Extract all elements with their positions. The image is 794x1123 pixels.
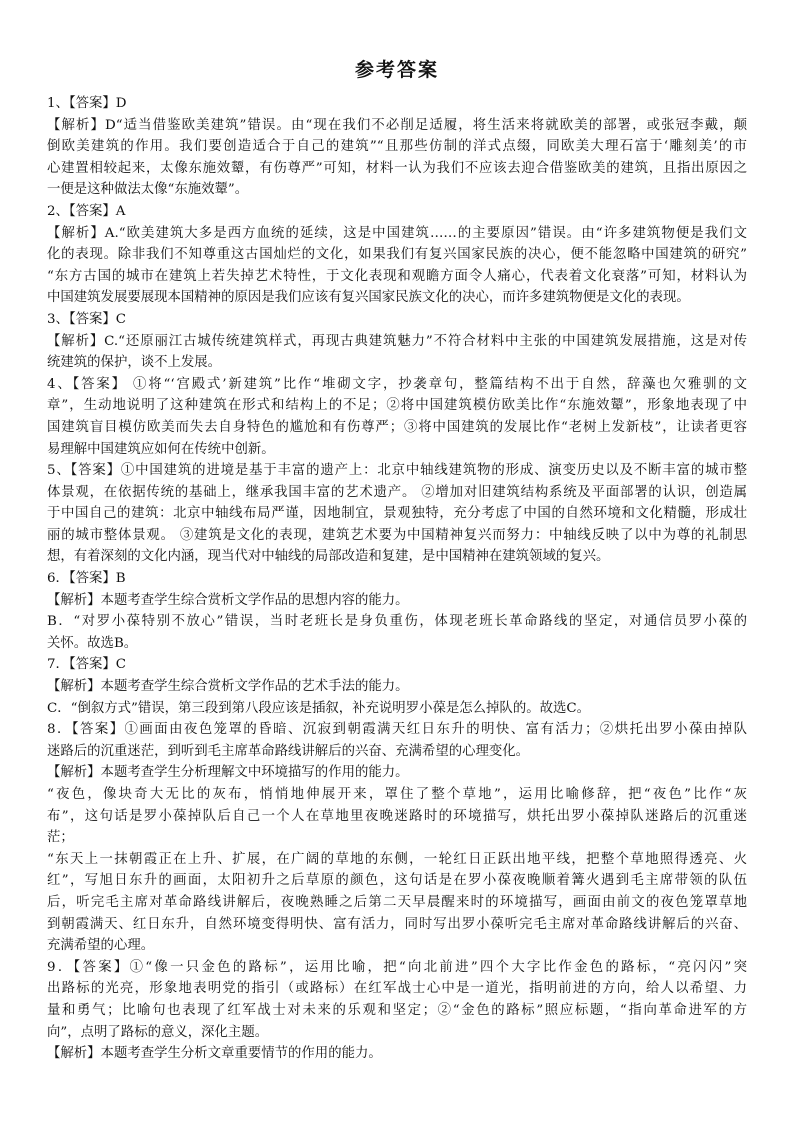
text-line: 心建置相较起来，太像东施效颦，有伤尊严”可知，材料一认为我们不应该去迎合借鉴欧美的建筑，且指出原因之 <box>47 160 747 176</box>
text-line: 7．【答案】C <box>47 657 127 673</box>
text-line: 【解析】D“适当借鉴欧美建筑”错误。由“现在我们不必削足适履，将生活来将就欧美的部署，或张冠李戴，颠 <box>47 117 747 133</box>
text-line: 茫； <box>47 830 74 846</box>
answer-document <box>47 56 747 1065</box>
text-line: 于中国自己的建筑：北京中轴线布局严谨，因地制宜，景观独特，充分考虑了中国的自然环境和文化精髓，形成壮 <box>47 506 747 522</box>
text-line: 体景观，在依据传统的基础上，继承我国丰富的艺术遗产。 ②增加对旧建筑结构系统及平面部署的认识，创造属 <box>47 484 747 500</box>
text-line: 【解析】C.“还原丽江古城传统建筑样式，再现古典建筑魅力”不符合材料中主张的中国建筑发展措施，这是对传 <box>47 333 747 349</box>
text-line: “东天上一抹朝霞正在上升、扩展，在广阔的草地的东侧，一轮红日正跃出地平线，把整个草地照得透亮、火 <box>47 851 747 867</box>
answer-body <box>47 93 747 1065</box>
text-line: B．“对罗小葆特别不放心”错误，当时老班长是身负重伤，体现老班长革命路线的坚定，对通信员罗小葆的 <box>47 614 747 630</box>
text-line: 章”，生动地说明了这种建筑在形式和结构上的不足；②将中国建筑模仿欧美比作“东施效颦”，形象地表现了中 <box>47 398 747 414</box>
text-line: 向”，点明了路标的意义，深化主题。 <box>47 1024 269 1040</box>
text-line: 【解析】A.“欧美建筑大多是西方血统的延续，这是中国建筑……的主要原因”错误。由“许多建筑物便是我们文 <box>47 225 747 241</box>
text-line: 出路标的光亮，形象地表明党的指引（或路标）在红军战士心中是一道光，指明前进的方向，给人以希望、力 <box>47 981 747 997</box>
text-line: 易理解中国建筑应如何在传统中创新。 <box>47 441 275 457</box>
page-title: 参考答案 <box>354 59 439 81</box>
text-line: 国建筑盲目模仿欧美而失去自身特色的尴尬和有伤尊严；③将中国建筑的发展比作“老树上发新枝”，让读者更容 <box>47 419 747 435</box>
text-line: 8．【答案】①画面由夜色笼罩的昏暗、沉寂到朝霞满天红日东升的明快、富有活力；②烘托出罗小葆由掉队 <box>47 722 747 738</box>
text-line: 红”，写旭日东升的画面，太阳初升之后草原的颜色，这句话是在罗小葆夜晚顺着篝火遇到毛主席带领的队伍 <box>47 873 747 889</box>
text-line: 统建筑的保护，谈不上发展。 <box>47 355 222 371</box>
text-line: 到朝霞满天、红日东升，自然环境变得明快、富有活力，同时写出罗小葆听完毛主席对革命路线讲解后的兴奋、 <box>47 916 747 932</box>
text-line: 丽的城市整体景观。 ③建筑是文化的表现，建筑艺术要为中国精神复兴而努力：中轴线反映了以中为尊的礼制思 <box>47 527 747 543</box>
text-line: 3、【答案】C <box>47 311 127 327</box>
text-line: 迷路后的沉重迷茫，到听到毛主席革命路线讲解后的兴奋、充满希望的心理变化。 <box>47 743 530 759</box>
text-line: 想，有着深刻的文化内涵，现当代对中轴线的局部改造和复建，是中国精神在建筑领域的复兴。 <box>47 549 610 565</box>
text-line: 后，听完毛主席对革命路线讲解后，夜晚熟睡之后第二天早晨醒来时的环境描写，画面由前文的夜色笼罩草地 <box>47 894 747 910</box>
text-line: 6．【答案】B <box>47 571 126 587</box>
text-line: “夜色，像块奇大无比的灰布，悄悄地伸展开来，罩住了整个草地”，运用比喻修辞，把“夜色”比作“灰 <box>47 787 747 802</box>
text-line: 2、【答案】A <box>47 203 126 219</box>
text-line: 布”，这句话是罗小葆掉队后自己一个人在草地里夜晚迷路时的环境描写，烘托出罗小葆掉队迷路后的沉重迷 <box>47 808 747 824</box>
text-line: 中国建筑发展要展现本国精神的原因是我们应该有复兴国家民族文化的决心，而许多建筑物便是文化的表现。 <box>47 290 690 306</box>
text-line: 【解析】本题考查学生综合赏析文学作品的思想内容的能力。 <box>47 592 409 608</box>
text-line: 1、【答案】D <box>47 96 127 111</box>
text-line: 量和勇气；比喻句也表现了红军战士对未来的乐观和坚定；②“金色的路标”照应标题，“指向革命进军的方 <box>47 1002 747 1018</box>
text-line: 【解析】本题考查学生分析理解文中环境描写的作用的能力。 <box>47 765 409 781</box>
text-line: 4、【答案】 ①将“‘宫殿式’新建筑”比作“堆砌文字，抄袭章句，整篇结构不出于自然，辞藻也欠雅驯的文 <box>47 376 747 392</box>
text-line: 一便是这种做法太像“东施效颦”。 <box>47 182 249 198</box>
text-line: 倒欧美建筑的作用。我们要创造适合于自己的建筑”“且那些仿制的洋式点缀，同欧美大理石富于‘雕刻美’的市 <box>47 139 747 155</box>
text-line: 关怀。故选B。 <box>47 635 138 651</box>
text-line: 充满希望的心理。 <box>47 938 155 954</box>
text-line: 【解析】本题考查学生综合赏析文学作品的艺术手法的能力。 <box>47 679 409 695</box>
text-line: 【解析】本题考查学生分析文章重要情节的作用的能力。 <box>47 1046 382 1062</box>
text-line: 9．【答案】①“像一只金色的路标”，运用比喻，把“向北前进”四个大字比作金色的路标，“亮闪闪”突 <box>47 959 747 975</box>
text-line: C．“倒叙方式”错误，第三段到第八段应该是插叙，补充说明罗小葆是怎么掉队的。故选C。 <box>47 700 591 716</box>
text-line: “东方古国的城市在建筑上若失掉艺术特性，于文化表现和观瞻方面令人痛心，代表着文化衰落”可知，材料认为 <box>47 268 747 284</box>
text-line: 5、【答案】①中国建筑的进境是基于丰富的遗产上：北京中轴线建筑物的形成、演变历史以及不断丰富的城市整 <box>47 463 747 479</box>
text-line: 化的表现。除非我们不知尊重这古国灿烂的文化，如果我们有复兴国家民族的决心，便不能忽略中国建筑的研究” <box>47 247 747 263</box>
